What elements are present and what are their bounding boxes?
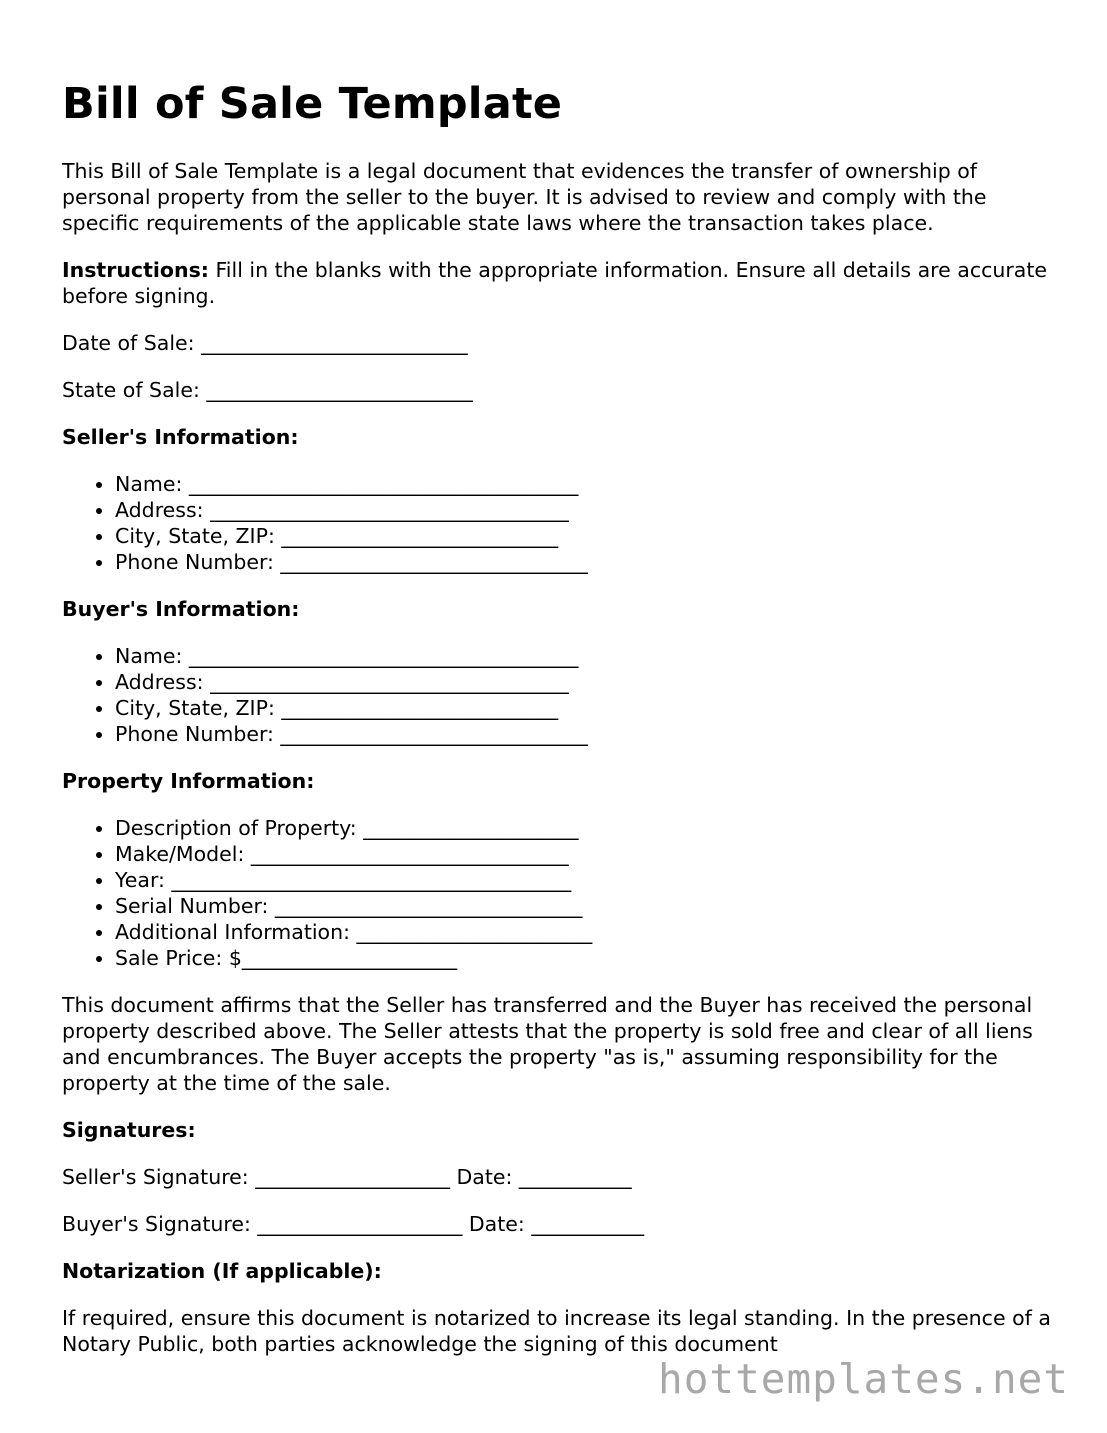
instructions-text: Fill in the blanks with the appropriate information. Ensure all details are accurate before signing.: [62, 258, 1048, 308]
property-sale-price-field: • Sale Price: $_____________________: [115, 945, 1052, 971]
property-heading: Property Information:: [62, 769, 315, 793]
property-make-model-field: • Make/Model: _______________________________: [115, 841, 1052, 867]
instructions-paragraph: [62, 257, 1052, 309]
intro-paragraph: This Bill of Sale Template is a legal document that evidences the transfer of ownership of personal property from the seller to the buyer. It is advised to review and comply with the specific requirements of the applicable state laws where the transaction takes place.: [62, 159, 987, 235]
page-title: Bill of Sale Template: [62, 79, 563, 129]
signatures-heading: Signatures:: [62, 1118, 196, 1142]
buyer-city-state-zip-field: • City, State, ZIP: ___________________________: [115, 695, 1052, 721]
watermark-logo: hottemplates.net: [658, 1355, 1069, 1403]
affirmation-paragraph: This document affirms that the Seller has transferred and the Buyer has received the personal property described above. The Seller attests that the property is sold free and clear of all liens and encumbrances. The Buyer accepts the property "as is," assuming responsibility for the property at the time of the sale.: [62, 993, 1033, 1095]
buyer-signature-line: Buyer's Signature: ____________________ Date: ___________: [62, 1212, 645, 1236]
buyer-heading: Buyer's Information:: [62, 597, 300, 621]
property-additional-info-field: • Additional Information: _______________________: [115, 919, 1052, 945]
buyer-list: [62, 643, 1052, 747]
buyer-address-field: • Address: ___________________________________: [115, 669, 1052, 695]
instructions-label: Instructions:: [62, 258, 209, 282]
seller-city-state-zip-field: • City, State, ZIP: ___________________________: [115, 523, 1052, 549]
state-of-sale-field: State of Sale: __________________________: [62, 378, 473, 402]
property-description-field: • Description of Property: _____________________: [115, 815, 1052, 841]
seller-address-field: • Address: ___________________________________: [115, 497, 1052, 523]
seller-signature-line: Seller's Signature: ___________________ Date: ___________: [62, 1165, 632, 1189]
buyer-name-field: • Name: ______________________________________: [115, 643, 1052, 669]
property-list: [62, 815, 1052, 971]
property-serial-field: • Serial Number: ______________________________: [115, 893, 1052, 919]
date-of-sale-field: Date of Sale: __________________________: [62, 331, 468, 355]
seller-list: [62, 471, 1052, 575]
document-page: [62, 76, 1052, 1378]
seller-name-field: • Name: ______________________________________: [115, 471, 1052, 497]
property-year-field: • Year: _______________________________________: [115, 867, 1052, 893]
buyer-phone-field: • Phone Number: ______________________________: [115, 721, 1052, 747]
notarization-paragraph: If required, ensure this document is notarized to increase its legal standing. In the presence of a Notary Public, both parties acknowledge the signing of this document: [62, 1306, 1051, 1356]
notarization-heading: Notarization (If applicable):: [62, 1259, 382, 1283]
seller-heading: Seller's Information:: [62, 425, 299, 449]
seller-phone-field: • Phone Number: ______________________________: [115, 549, 1052, 575]
